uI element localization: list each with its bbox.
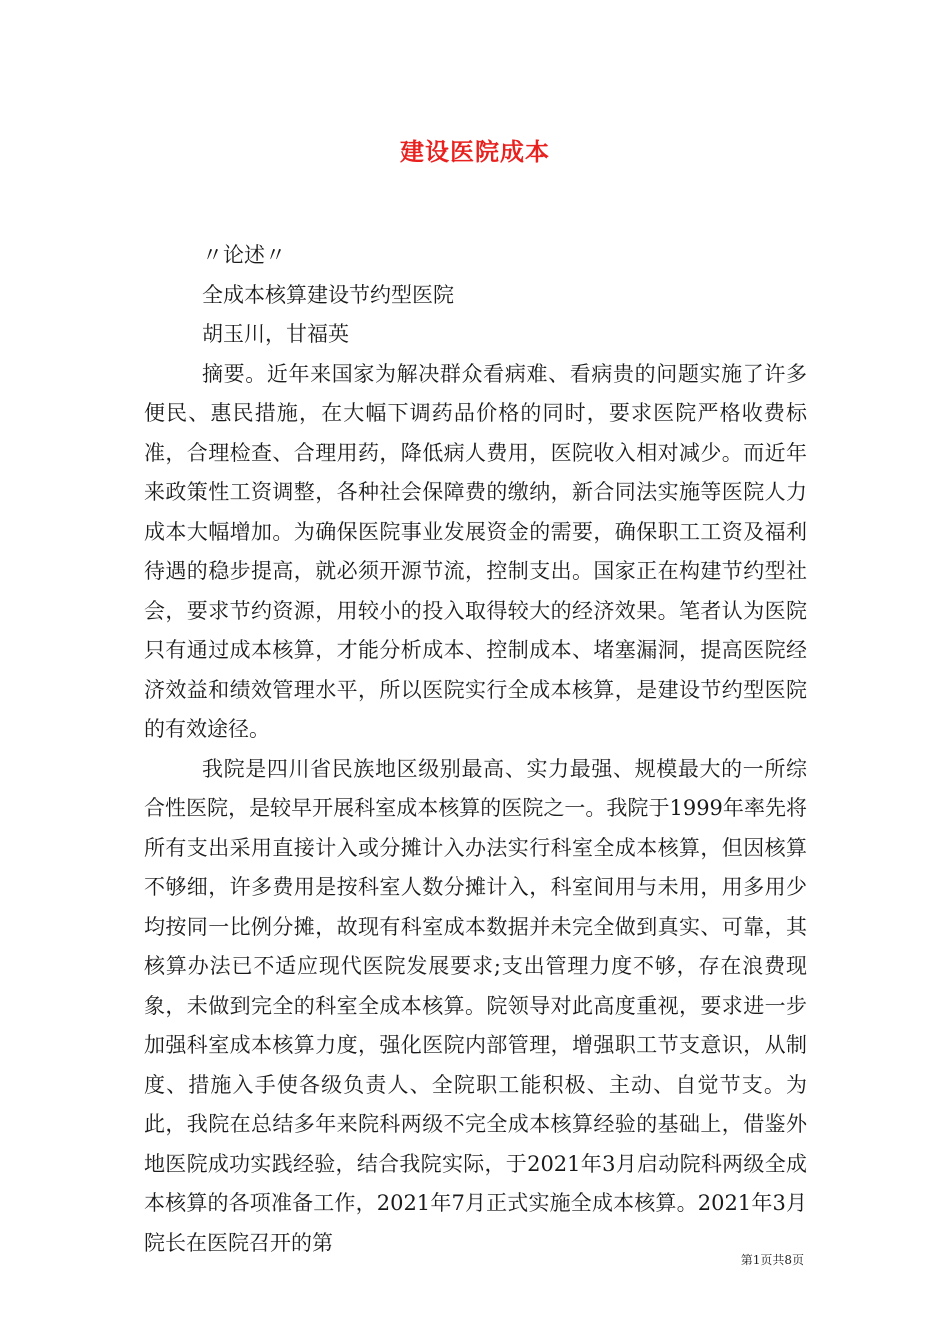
- article-authors: 胡玉川，甘福英: [202, 322, 349, 346]
- page-number: 第1页共8页: [740, 1253, 804, 1267]
- document-title: 建设医院成本: [400, 137, 550, 166]
- document-body: [144, 236, 807, 1263]
- section-label: 〃论述〃: [202, 243, 286, 267]
- article-subtitle: 全成本核算建设节约型医院: [202, 282, 454, 307]
- body-paragraph: 我院是四川省民族地区级别最高、实力最强、规模最大的一所综合性医院，是较早开展科室成本核算的医院之一。我院于1999年率先将所有支出采用直接计入或分摊计入办法实行科室全成本核算，但因核算不够细，许多费用是按科室人数分摊计入，科室间用与未用，用多用少均按同一比例分摊，故现有科室成本数据并未完全做到真实、可靠，其核算办法已不适应现代医院发展要求;支出管理力度不够，存在浪费现象，未做到完全的科室全成本核算。院领导对此高度重视，要求进一步加强科室成本核算力度，强化医院内部管理，增强职工节支意识，从制度、措施入手使各级负责人、全院职工能积极、主动、自觉节支。为此，我院在总结多年来院科两级不完全成本核算经验的基础上，借鉴外地医院成功实践经验，结合我院实际，于2021年3月启动院科两级全成本核算的各项准备工作，2021年7月正式实施全成本核算。2021年3月院长在医院召开的第: [144, 756, 807, 1255]
- abstract-paragraph: 摘要。近年来国家为解决群众看病难、看病贵的问题实施了许多便民、惠民措施，在大幅下调药品价格的同时，要求医院严格收费标准，合理检查、合理用药，降低病人费用，医院收入相对减少。而近年来政策性工资调整，各种社会保障费的缴纳，新合同法实施等医院人力成本大幅增加。为确保医院事业发展资金的需要，确保职工工资及福利待遇的稳步提高，就必须开源节流，控制支出。国家正在构建节约型社会，要求节约资源，用较小的投入取得较大的经济效果。笔者认为医院只有通过成本核算，才能分析成本、控制成本、堵塞漏洞，提高医院经济效益和绩效管理水平，所以医院实行全成本核算，是建设节约型医院的有效途径。: [144, 361, 807, 741]
